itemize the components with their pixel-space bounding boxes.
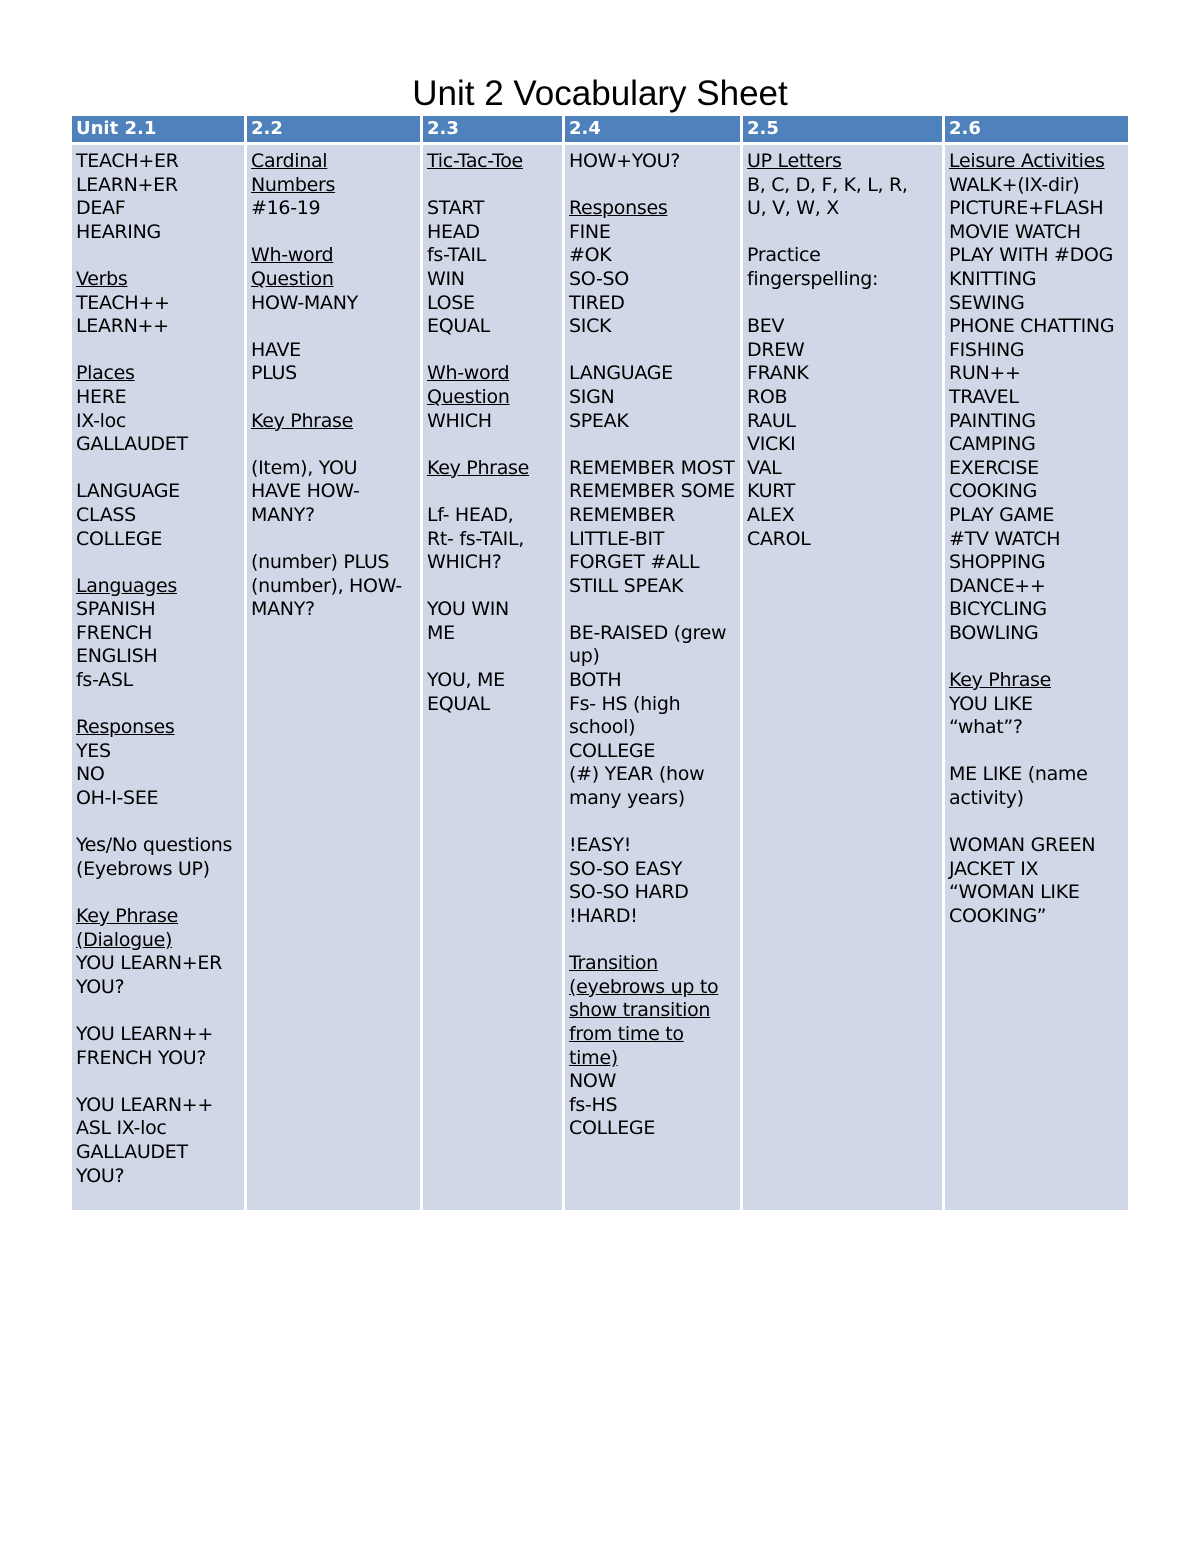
vocab-line: Question: [251, 267, 334, 290]
vocab-line: HOW-MANY: [251, 291, 358, 314]
vocab-line: TEACH+ER: [76, 150, 179, 172]
vocab-line: MANY?: [251, 598, 315, 621]
blank-line: [949, 811, 1124, 835]
blank-line: [949, 740, 1124, 764]
blank-line: [76, 881, 240, 905]
vocab-line: BOWLING: [949, 621, 1039, 644]
vocab-line: fingerspelling:: [747, 267, 879, 290]
vocab-line: SHOPPING: [949, 551, 1046, 574]
vocab-line: RUN++: [949, 362, 1021, 385]
blank-line: [76, 244, 240, 268]
vocab-line: Key Phrase: [427, 456, 530, 479]
vocab-line: CAROL: [747, 527, 811, 550]
column-header: 2.2: [247, 116, 420, 145]
blank-line: [569, 811, 736, 835]
vocab-line: DEAF: [76, 197, 126, 220]
vocab-line: !EASY!: [569, 834, 632, 857]
vocab-line: BICYCLING: [949, 598, 1047, 621]
vocab-line: fs-HS: [569, 1093, 618, 1116]
vocab-line: U, V, W, X: [747, 197, 839, 220]
vocab-line: activity): [949, 787, 1024, 810]
vocab-line: SICK: [569, 315, 612, 338]
vocab-line: MOVIE WATCH: [949, 220, 1081, 243]
vocab-line: Responses: [76, 716, 175, 739]
vocab-line: #TV WATCH: [949, 527, 1061, 550]
vocab-line: CLASS: [76, 503, 136, 526]
vocab-line: Transition: [569, 952, 658, 975]
vocab-line: SO-SO: [569, 267, 629, 290]
vocab-line: UP Letters: [747, 150, 842, 172]
vocab-line: B, C, D, F, K, L, R,: [747, 173, 908, 196]
vocab-line: SIGN: [569, 385, 615, 408]
vocab-line: SO-SO EASY: [569, 857, 683, 880]
vocab-line: Rt- fs-TAIL,: [427, 527, 525, 550]
vocab-line: Tic-Tac-Toe: [427, 150, 523, 172]
vocab-line: fs-TAIL: [427, 244, 486, 267]
vocab-line: (eyebrows up to: [569, 975, 719, 998]
vocab-line: START: [427, 197, 485, 220]
blank-line: [747, 292, 938, 316]
column-header: 2.3: [423, 116, 562, 145]
vocab-line: GALLAUDET: [76, 433, 188, 456]
blank-line: [569, 433, 736, 457]
vocab-line: YOU?: [76, 1164, 125, 1187]
vocab-line: OH-I-SEE: [76, 787, 159, 810]
vocab-line: many years): [569, 787, 685, 810]
column-2-3: [423, 116, 562, 1210]
vocab-line: Wh-word: [251, 244, 334, 267]
column-body: [945, 145, 1128, 1210]
vocab-line: (Dialogue): [76, 928, 173, 951]
column-unit-2-1: [72, 116, 244, 1210]
vocab-line: LOSE: [427, 291, 475, 314]
page-title: Unit 2 Vocabulary Sheet: [412, 74, 788, 113]
vocab-line: LANGUAGE: [569, 362, 673, 385]
blank-line: [569, 598, 736, 622]
vocab-line: LEARN+ER: [76, 173, 178, 196]
vocab-line: YES: [76, 739, 111, 762]
vocab-line: Key Phrase: [76, 905, 179, 927]
vocab-line: (number), HOW-: [251, 574, 402, 597]
vocab-line: Cardinal: [251, 150, 328, 172]
column-header: Unit 2.1: [72, 116, 244, 145]
blank-line: [747, 221, 938, 245]
vocab-line: FRENCH YOU?: [76, 1046, 207, 1069]
vocab-line: #16-19: [251, 197, 321, 220]
vocab-line: PHONE CHATTING: [949, 315, 1115, 338]
vocab-line: ENGLISH: [76, 645, 158, 668]
vocab-line: WHICH?: [427, 551, 502, 574]
blank-line: [76, 811, 240, 835]
vocab-line: Key Phrase: [949, 669, 1052, 692]
vocab-line: Yes/No questions: [76, 834, 233, 857]
blank-line: [76, 1070, 240, 1094]
vocab-line: TIRED: [569, 291, 625, 314]
blank-line: [251, 528, 416, 552]
vocab-line: PICTURE+FLASH: [949, 197, 1104, 220]
vocab-line: (Item), YOU: [251, 456, 358, 479]
vocab-line: ME: [427, 621, 455, 644]
column-body: [72, 145, 244, 1210]
vocab-line: PLUS: [251, 362, 297, 385]
vocab-line: COLLEGE: [569, 1117, 656, 1140]
vocab-line: EQUAL: [427, 692, 490, 715]
vocab-line: JACKET IX: [949, 857, 1039, 880]
vocab-line: VICKI: [747, 433, 796, 456]
vocab-line: EXERCISE: [949, 456, 1039, 479]
blank-line: [427, 339, 558, 363]
column-2-2: [247, 116, 420, 1210]
column-header: 2.5: [743, 116, 942, 145]
blank-line: [427, 433, 558, 457]
vocab-line: NO: [76, 763, 105, 786]
vocab-line: HEAD: [427, 220, 480, 243]
vocab-line: Places: [76, 362, 135, 385]
blank-line: [76, 457, 240, 481]
vocab-line: LEARN++: [76, 315, 169, 338]
vocab-line: MANY?: [251, 503, 315, 526]
column-2-6: [945, 116, 1128, 1210]
vocab-line: KURT: [747, 480, 796, 503]
vocab-line: Lf- HEAD,: [427, 503, 514, 526]
column-header: 2.4: [565, 116, 740, 145]
vocab-line: VAL: [747, 456, 782, 479]
vocab-line: NOW: [569, 1070, 617, 1093]
vocab-line: PLAY WITH #DOG: [949, 244, 1113, 267]
column-2-5: [743, 116, 942, 1210]
blank-line: [427, 174, 558, 198]
vocab-line: COOKING”: [949, 905, 1047, 927]
vocab-line: fs-ASL: [76, 669, 133, 692]
vocab-line: TRAVEL: [949, 385, 1019, 408]
blank-line: [76, 693, 240, 717]
vocab-line: ALEX: [747, 503, 795, 526]
vocab-line: “what”?: [949, 716, 1023, 739]
column-2-4: [565, 116, 740, 1210]
vocab-line: CAMPING: [949, 433, 1036, 456]
blank-line: [251, 315, 416, 339]
vocab-line: show transition: [569, 999, 711, 1022]
vocab-line: LITTLE-BIT: [569, 527, 665, 550]
vocab-line: Question: [427, 385, 510, 408]
vocab-line: school): [569, 716, 636, 739]
vocab-line: FORGET #ALL: [569, 551, 700, 574]
vocab-line: HEARING: [76, 220, 161, 243]
vocab-line: Fs- HS (high: [569, 692, 681, 715]
vocab-line: DANCE++: [949, 574, 1046, 597]
vocab-line: BOTH: [569, 669, 622, 692]
blank-line: [76, 999, 240, 1023]
vocab-line: YOU LEARN+ER: [76, 952, 222, 975]
column-header: 2.6: [945, 116, 1128, 145]
column-body: [423, 145, 562, 1210]
vocab-line: “WOMAN LIKE: [949, 881, 1080, 904]
vocab-line: HAVE HOW-: [251, 480, 360, 503]
blank-line: [251, 386, 416, 410]
vocab-line: RAUL: [747, 409, 796, 432]
vocab-line: (number) PLUS: [251, 551, 390, 574]
vocab-line: PAINTING: [949, 409, 1036, 432]
vocab-line: FRENCH: [76, 621, 153, 644]
vocab-line: STILL SPEAK: [569, 574, 684, 597]
vocabulary-table: [72, 116, 1128, 1210]
vocab-line: FRANK: [747, 362, 809, 385]
blank-line: [949, 645, 1124, 669]
vocab-line: Responses: [569, 197, 668, 220]
vocab-line: #OK: [569, 244, 612, 267]
vocab-line: KNITTING: [949, 267, 1037, 290]
vocab-line: YOU WIN: [427, 598, 509, 621]
vocab-line: up): [569, 645, 600, 668]
vocab-line: COLLEGE: [569, 739, 656, 762]
vocab-line: COOKING: [949, 480, 1038, 503]
vocab-line: DREW: [747, 338, 805, 361]
blank-line: [569, 174, 736, 198]
vocab-line: Numbers: [251, 173, 336, 196]
vocab-line: YOU, ME: [427, 669, 505, 692]
vocab-line: YOU?: [76, 975, 125, 998]
vocab-line: GALLAUDET: [76, 1140, 188, 1163]
vocab-line: TEACH++: [76, 291, 170, 314]
vocab-line: Leisure Activities: [949, 150, 1105, 172]
vocab-line: WIN: [427, 267, 465, 290]
vocab-line: (Eyebrows UP): [76, 857, 210, 880]
column-body: [743, 145, 942, 1210]
column-body: [247, 145, 420, 1210]
vocab-line: (#) YEAR (how: [569, 763, 705, 786]
vocab-line: ASL IX-loc: [76, 1117, 167, 1140]
column-body: [565, 145, 740, 1210]
blank-line: [569, 339, 736, 363]
blank-line: [76, 551, 240, 575]
blank-line: [251, 221, 416, 245]
vocab-line: from time to: [569, 1022, 684, 1045]
vocab-line: WOMAN GREEN: [949, 834, 1096, 857]
vocab-line: BEV: [747, 315, 785, 338]
vocab-line: SEWING: [949, 291, 1025, 314]
vocab-line: HOW+YOU?: [569, 150, 681, 172]
vocab-line: REMEMBER: [569, 503, 675, 526]
blank-line: [427, 645, 558, 669]
vocab-line: WALK+(IX-dir): [949, 173, 1080, 196]
vocab-line: PLAY GAME: [949, 503, 1055, 526]
vocab-line: IX-loc: [76, 409, 127, 432]
vocab-line: ME LIKE (name: [949, 763, 1088, 786]
vocab-line: REMEMBER MOST: [569, 456, 735, 479]
vocab-line: YOU LEARN++: [76, 1093, 214, 1116]
vocab-line: Key Phrase: [251, 409, 354, 432]
vocab-line: time): [569, 1046, 618, 1069]
vocab-line: HAVE: [251, 338, 301, 361]
vocab-line: SPANISH: [76, 598, 156, 621]
vocab-line: ROB: [747, 385, 788, 408]
vocab-line: !HARD!: [569, 905, 638, 927]
blank-line: [427, 575, 558, 599]
vocab-line: YOU LIKE: [949, 692, 1033, 715]
vocab-line: FINE: [569, 220, 611, 243]
vocab-line: WHICH: [427, 409, 492, 432]
vocab-line: Languages: [76, 574, 177, 597]
vocab-line: BE-RAISED (grew: [569, 621, 727, 644]
vocab-line: COLLEGE: [76, 527, 163, 550]
vocab-line: REMEMBER SOME: [569, 480, 735, 503]
blank-line: [251, 433, 416, 457]
blank-line: [427, 480, 558, 504]
vocab-line: SO-SO HARD: [569, 881, 689, 904]
vocab-line: Practice: [747, 244, 821, 267]
vocab-line: EQUAL: [427, 315, 490, 338]
vocab-line: YOU LEARN++: [76, 1022, 214, 1045]
vocab-line: Verbs: [76, 267, 128, 290]
vocab-line: SPEAK: [569, 409, 629, 432]
vocab-line: LANGUAGE: [76, 480, 180, 503]
blank-line: [569, 929, 736, 953]
blank-line: [76, 339, 240, 363]
vocab-line: FISHING: [949, 338, 1025, 361]
vocab-line: Wh-word: [427, 362, 510, 385]
vocab-line: HERE: [76, 385, 127, 408]
